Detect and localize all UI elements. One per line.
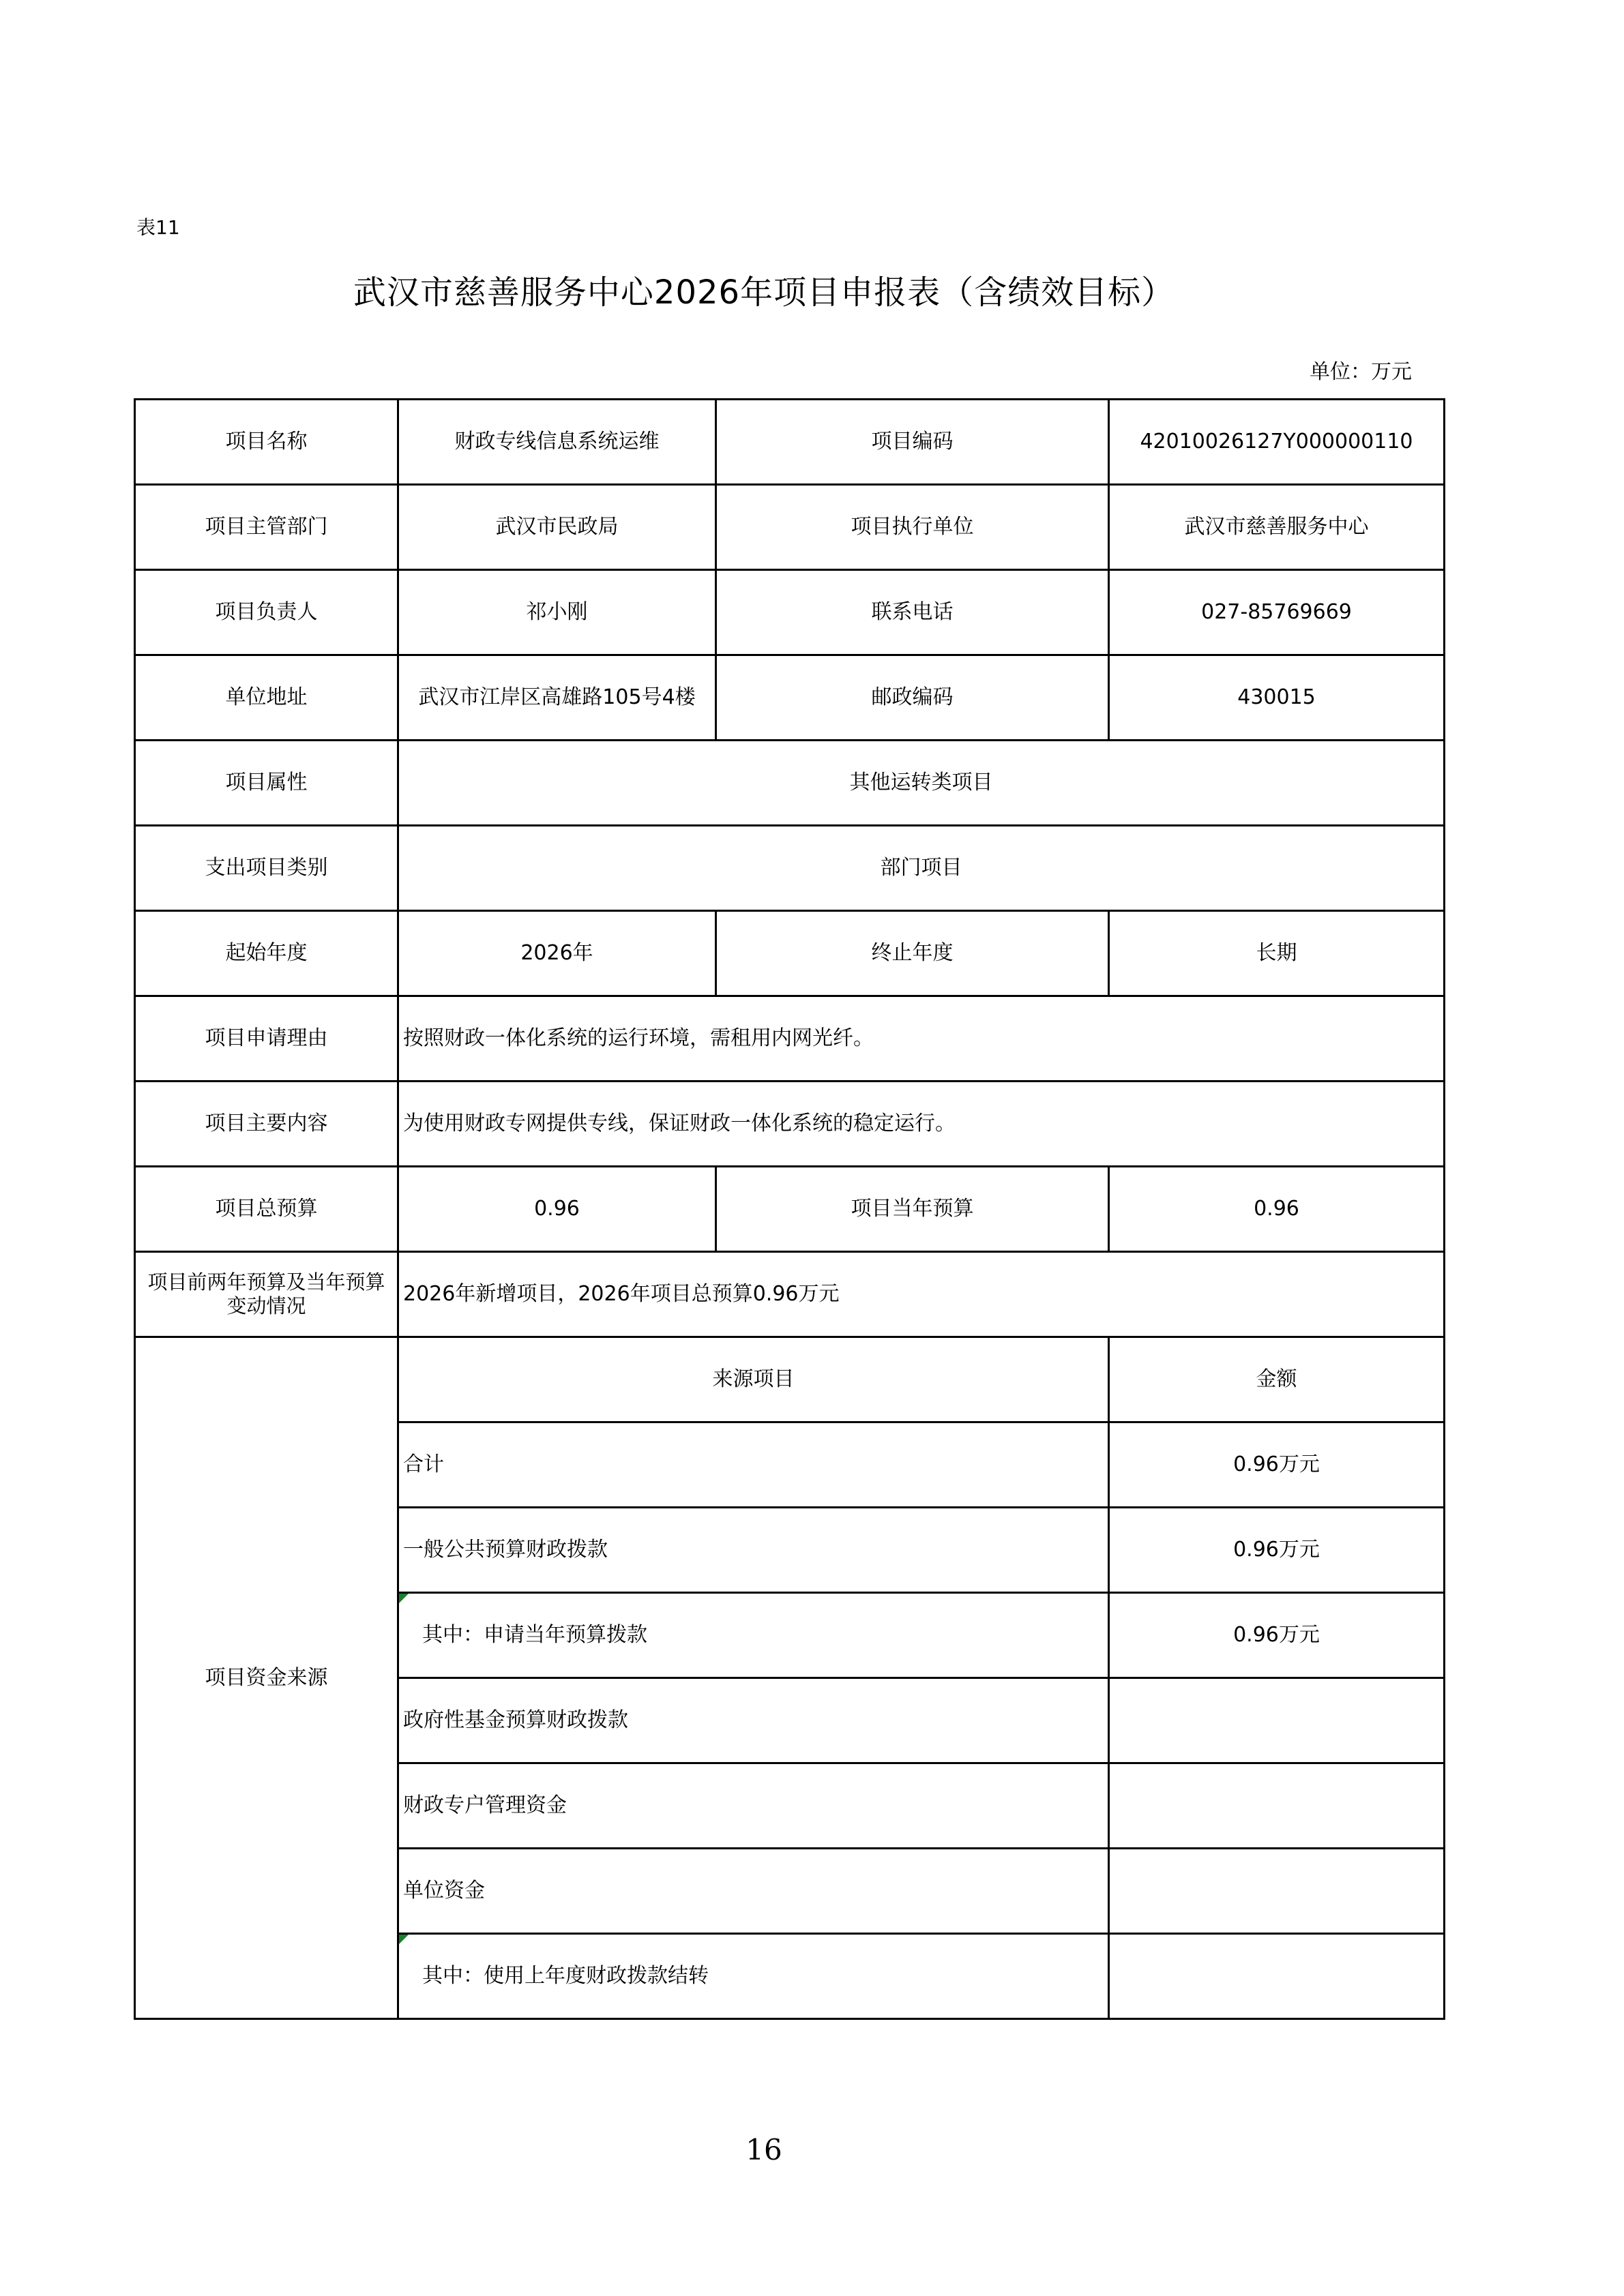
- postcode-label: 邮政编码: [716, 655, 1109, 741]
- funding-header-source: 来源项目: [398, 1337, 1109, 1422]
- funding-row-amount: 0.96万元: [1109, 1422, 1445, 1508]
- table-row: [135, 570, 1445, 655]
- table-row: [135, 485, 1445, 570]
- funding-row-amount: [1109, 1678, 1445, 1763]
- funding-row-source: 其中：申请当年预算拨款: [398, 1593, 1109, 1678]
- executing-unit-value: 武汉市慈善服务中心: [1109, 485, 1445, 570]
- budget-change-label: 项目前两年预算及当年预算变动情况: [135, 1252, 398, 1337]
- project-lead-label: 项目负责人: [135, 570, 398, 655]
- project-code-label: 项目编码: [716, 400, 1109, 485]
- budget-change-value: 2026年新增项目，2026年项目总预算0.96万元: [398, 1252, 1445, 1337]
- funding-row-amount: [1109, 1849, 1445, 1934]
- start-year-label: 起始年度: [135, 911, 398, 996]
- document-title: 武汉市慈善服务中心2026年项目申报表（含绩效目标）: [353, 273, 1175, 312]
- executing-unit-label: 项目执行单位: [716, 485, 1109, 570]
- table-row: [135, 1252, 1445, 1337]
- supervising-dept-label: 项目主管部门: [135, 485, 398, 570]
- address-value: 武汉市江岸区高雄路105号4楼: [398, 655, 716, 741]
- total-budget-value: 0.96: [398, 1167, 716, 1252]
- current-budget-label: 项目当年预算: [716, 1167, 1109, 1252]
- funding-row-source: 其中：使用上年度财政拨款结转: [398, 1934, 1109, 2019]
- project-attribute-value: 其他运转类项目: [398, 741, 1445, 826]
- postcode-value: 430015: [1109, 655, 1445, 741]
- page-number: 16: [745, 2133, 782, 2166]
- funding-row-amount: [1109, 1934, 1445, 2019]
- phone-label: 联系电话: [716, 570, 1109, 655]
- total-budget-label: 项目总预算: [135, 1167, 398, 1252]
- address-label: 单位地址: [135, 655, 398, 741]
- project-name-label: 项目名称: [135, 400, 398, 485]
- unit-note: 单位：万元: [1310, 360, 1412, 384]
- content-value: 为使用财政专网提供专线，保证财政一体化系统的稳定运行。: [398, 1082, 1445, 1167]
- funding-source-label: 项目资金来源: [135, 1337, 398, 2019]
- content-label: 项目主要内容: [135, 1082, 398, 1167]
- project-lead-value: 祁小刚: [398, 570, 716, 655]
- project-code-value: 42010026127Y000000110: [1109, 400, 1445, 485]
- end-year-label: 终止年度: [716, 911, 1109, 996]
- table-row: [135, 1337, 1445, 1422]
- start-year-value: 2026年: [398, 911, 716, 996]
- funding-row-source: 单位资金: [398, 1849, 1109, 1934]
- funding-row-source: 一般公共预算财政拨款: [398, 1508, 1109, 1593]
- funding-row-amount: 0.96万元: [1109, 1593, 1445, 1678]
- table-row: [135, 655, 1445, 741]
- table-number-label: 表11: [136, 216, 180, 239]
- table-row: [135, 400, 1445, 485]
- funding-row-source: 政府性基金预算财政拨款: [398, 1678, 1109, 1763]
- funding-row-source: 合计: [398, 1422, 1109, 1508]
- project-name-value: 财政专线信息系统运维: [398, 400, 716, 485]
- reason-label: 项目申请理由: [135, 996, 398, 1082]
- project-application-table: [134, 398, 1445, 2020]
- supervising-dept-value: 武汉市民政局: [398, 485, 716, 570]
- table-row: [135, 996, 1445, 1082]
- current-budget-value: 0.96: [1109, 1167, 1445, 1252]
- funding-header-amount: 金额: [1109, 1337, 1445, 1422]
- funding-row-amount: [1109, 1763, 1445, 1849]
- funding-row-amount: 0.96万元: [1109, 1508, 1445, 1593]
- end-year-value: 长期: [1109, 911, 1445, 996]
- table-row: [135, 826, 1445, 911]
- expense-category-value: 部门项目: [398, 826, 1445, 911]
- table-row: [135, 1167, 1445, 1252]
- funding-row-source: 财政专户管理资金: [398, 1763, 1109, 1849]
- table-row: [135, 741, 1445, 826]
- table-row: [135, 911, 1445, 996]
- expense-category-label: 支出项目类别: [135, 826, 398, 911]
- project-attribute-label: 项目属性: [135, 741, 398, 826]
- phone-value: 027-85769669: [1109, 570, 1445, 655]
- table-row: [135, 1082, 1445, 1167]
- reason-value: 按照财政一体化系统的运行环境，需租用内网光纤。: [398, 996, 1445, 1082]
